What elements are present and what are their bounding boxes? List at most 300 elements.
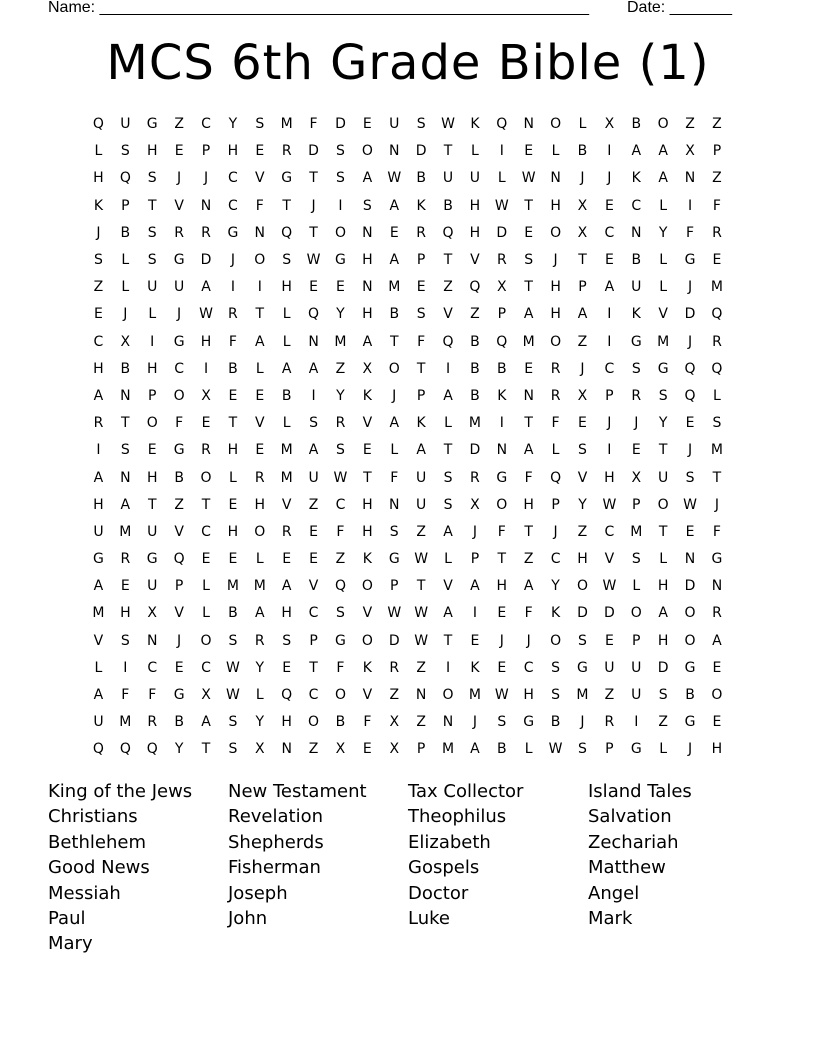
grid-letter: E bbox=[416, 279, 426, 296]
grid-letter: B bbox=[470, 387, 480, 404]
word-list bbox=[48, 779, 768, 957]
grid-letter: H bbox=[120, 605, 131, 622]
grid-letter: E bbox=[712, 714, 722, 731]
word-list-item: Island Tales bbox=[588, 781, 692, 802]
grid-letter: W bbox=[494, 197, 509, 214]
grid-letter: R bbox=[470, 469, 480, 486]
grid-letter: O bbox=[684, 605, 696, 622]
grid-letter: J bbox=[177, 170, 182, 187]
grid-letter: R bbox=[416, 224, 426, 241]
grid-letter: S bbox=[336, 170, 345, 187]
grid-letter: P bbox=[416, 741, 426, 758]
grid-letter: Q bbox=[92, 741, 104, 758]
grid-letter: C bbox=[550, 551, 561, 568]
grid-letter: G bbox=[630, 741, 642, 758]
grid-letter: O bbox=[200, 632, 212, 649]
grid-letter: P bbox=[390, 578, 399, 595]
grid-letter: L bbox=[255, 360, 264, 377]
grid-letter: L bbox=[444, 415, 452, 432]
grid-letter: O bbox=[550, 632, 562, 649]
grid-letter: B bbox=[174, 469, 184, 486]
grid-letter: Z bbox=[470, 306, 480, 323]
grid-letter: T bbox=[309, 659, 318, 676]
grid-letter: O bbox=[442, 687, 454, 704]
grid-letter: L bbox=[578, 116, 587, 133]
grid-letter: L bbox=[524, 741, 533, 758]
grid-letter: D bbox=[684, 578, 696, 595]
grid-letter: Q bbox=[119, 741, 131, 758]
grid-letter: L bbox=[497, 170, 506, 187]
grid-letter: V bbox=[443, 306, 453, 323]
grid-letter: A bbox=[93, 387, 104, 404]
grid-letter: A bbox=[201, 714, 211, 731]
grid-letter: A bbox=[93, 687, 104, 704]
grid-letter: H bbox=[523, 496, 534, 513]
grid-letter: S bbox=[578, 632, 587, 649]
grid-letter: M bbox=[468, 415, 481, 432]
grid-letter: Z bbox=[712, 116, 722, 133]
grid-letter: E bbox=[524, 224, 534, 241]
grid-row bbox=[85, 736, 731, 763]
grid-letter: H bbox=[93, 360, 104, 377]
grid-letter: Z bbox=[712, 170, 722, 187]
grid-letter: H bbox=[227, 143, 239, 160]
grid-letter: O bbox=[200, 469, 212, 486]
grid-letter: A bbox=[443, 387, 453, 404]
grid-letter: H bbox=[657, 632, 669, 649]
word-list-item: Revelation bbox=[228, 806, 324, 828]
grid-letter: P bbox=[416, 252, 426, 269]
grid-letter: Z bbox=[174, 496, 184, 513]
grid-letter: U bbox=[93, 523, 104, 540]
grid-letter: H bbox=[469, 224, 481, 241]
grid-letter: D bbox=[335, 116, 346, 133]
grid-letter: E bbox=[497, 659, 507, 676]
grid-letter: G bbox=[173, 687, 185, 704]
grid-letter: K bbox=[631, 306, 641, 323]
grid-letter: T bbox=[255, 306, 265, 323]
grid-letter: O bbox=[334, 687, 346, 704]
grid-letter: A bbox=[658, 605, 668, 622]
grid-letter: S bbox=[228, 632, 238, 649]
grid-letter: Q bbox=[684, 360, 696, 377]
grid-letter: U bbox=[658, 469, 669, 486]
grid-letter: K bbox=[362, 551, 372, 568]
grid-letter: R bbox=[281, 143, 292, 160]
grid-letter: X bbox=[254, 741, 265, 758]
grid-letter: I bbox=[257, 279, 262, 296]
word-list-item: John bbox=[228, 907, 268, 929]
grid-letter: A bbox=[201, 279, 211, 296]
grid-letter: Z bbox=[416, 659, 426, 676]
grid-letter: A bbox=[362, 333, 373, 350]
grid-letter: S bbox=[336, 143, 345, 160]
grid-letter: G bbox=[496, 469, 508, 486]
grid-letter: D bbox=[496, 224, 508, 241]
grid-letter: K bbox=[416, 415, 426, 432]
grid-letter: B bbox=[174, 714, 184, 731]
grid-letter: C bbox=[201, 523, 211, 540]
grid-letter: U bbox=[469, 170, 481, 187]
grid-letter: E bbox=[255, 442, 265, 459]
grid-letter: Z bbox=[308, 741, 319, 758]
grid-letter: F bbox=[148, 687, 157, 704]
grid-letter: I bbox=[472, 605, 477, 622]
grid-letter: Q bbox=[711, 306, 723, 323]
grid-letter: M bbox=[522, 333, 535, 350]
grid-letter: A bbox=[93, 578, 104, 595]
word-list-item: Doctor bbox=[408, 882, 469, 904]
grid-letter: M bbox=[226, 578, 239, 595]
grid-letter: E bbox=[174, 143, 184, 160]
grid-letter: A bbox=[658, 143, 668, 160]
grid-letter: W bbox=[683, 496, 697, 513]
grid-letter: A bbox=[470, 741, 480, 758]
grid-letter: W bbox=[548, 741, 563, 758]
grid-letter: F bbox=[336, 523, 345, 540]
grid-letter: N bbox=[362, 279, 373, 296]
grid-letter: A bbox=[443, 523, 453, 540]
grid-letter: J bbox=[687, 741, 693, 758]
grid-letter: N bbox=[308, 333, 319, 350]
grid-letter: Y bbox=[551, 578, 560, 595]
grid-letter: C bbox=[335, 496, 346, 513]
grid-letter: T bbox=[443, 143, 453, 160]
grid-letter: S bbox=[524, 252, 534, 269]
grid-letter: H bbox=[281, 714, 292, 731]
grid-letter: C bbox=[228, 170, 238, 187]
grid-letter: A bbox=[577, 306, 588, 323]
grid-letter: B bbox=[497, 741, 507, 758]
grid-letter: D bbox=[657, 659, 669, 676]
grid-letter: W bbox=[414, 632, 429, 649]
grid-letter: Y bbox=[658, 415, 668, 432]
grid-letter: B bbox=[335, 714, 346, 731]
grid-letter: R bbox=[174, 224, 184, 241]
grid-letter: H bbox=[550, 197, 561, 214]
grid-letter: R bbox=[389, 659, 400, 676]
grid-letter: A bbox=[523, 306, 534, 323]
grid-letter: R bbox=[712, 605, 722, 622]
grid-letter: E bbox=[497, 605, 507, 622]
grid-letter: G bbox=[684, 714, 696, 731]
grid-letter: U bbox=[93, 714, 104, 731]
grid-letter: I bbox=[607, 143, 612, 160]
grid-letter: R bbox=[496, 252, 507, 269]
grid-letter: N bbox=[120, 469, 131, 486]
grid-letter: K bbox=[470, 659, 480, 676]
grid-letter: F bbox=[524, 469, 533, 486]
grid-letter: T bbox=[416, 578, 426, 595]
grid-letter: Q bbox=[92, 116, 104, 133]
grid-letter: F bbox=[551, 415, 560, 432]
grid-letter: L bbox=[121, 279, 130, 296]
grid-row bbox=[85, 600, 731, 627]
grid-letter: I bbox=[445, 659, 451, 676]
grid-letter: Y bbox=[336, 306, 345, 323]
grid-letter: L bbox=[255, 551, 264, 568]
word-list-item: Gospels bbox=[408, 857, 480, 879]
grid-letter: H bbox=[550, 279, 561, 296]
grid-letter: Z bbox=[389, 687, 400, 704]
grid-letter: P bbox=[712, 143, 722, 160]
grid-letter: L bbox=[94, 143, 103, 160]
grid-row bbox=[85, 464, 731, 491]
grid-letter: U bbox=[631, 279, 642, 296]
grid-letter: S bbox=[282, 632, 292, 649]
grid-letter: N bbox=[442, 714, 454, 731]
grid-letter: J bbox=[392, 387, 397, 404]
word-list-item: Theophilus bbox=[408, 806, 507, 828]
grid-letter: U bbox=[147, 279, 158, 296]
grid-letter: M bbox=[710, 279, 723, 296]
grid-letter: T bbox=[389, 333, 399, 350]
grid-letter: E bbox=[470, 632, 480, 649]
grid-letter: C bbox=[201, 116, 211, 133]
grid-letter: N bbox=[684, 170, 696, 187]
grid-letter: O bbox=[146, 415, 158, 432]
grid-letter: D bbox=[684, 306, 696, 323]
word-list-item: New Testament bbox=[228, 781, 367, 802]
grid-letter: T bbox=[201, 496, 211, 513]
grid-letter: S bbox=[309, 415, 319, 432]
grid-letter: S bbox=[389, 523, 399, 540]
grid-letter: L bbox=[659, 197, 668, 214]
grid-letter: B bbox=[470, 333, 480, 350]
grid-letter: T bbox=[443, 632, 453, 649]
grid-letter: U bbox=[604, 659, 615, 676]
grid-letter: P bbox=[632, 632, 641, 649]
grid-letter: B bbox=[443, 197, 453, 214]
grid-letter: C bbox=[201, 659, 211, 676]
grid-row bbox=[85, 301, 731, 328]
word-list-item: Christians bbox=[48, 806, 138, 828]
grid-letter: L bbox=[121, 252, 130, 269]
grid-letter: A bbox=[120, 496, 131, 513]
grid-letter: H bbox=[227, 442, 239, 459]
grid-letter: N bbox=[711, 578, 723, 595]
grid-letter: B bbox=[389, 306, 400, 323]
grid-letter: K bbox=[416, 197, 426, 214]
grid-letter: O bbox=[550, 333, 562, 350]
grid-letter: E bbox=[389, 224, 399, 241]
grid-letter: O bbox=[254, 252, 266, 269]
grid-letter: T bbox=[147, 496, 157, 513]
grid-letter: F bbox=[121, 687, 130, 704]
grid-letter: E bbox=[712, 659, 722, 676]
grid-letter: C bbox=[228, 197, 238, 214]
grid-letter: S bbox=[336, 605, 345, 622]
grid-letter: P bbox=[470, 551, 480, 568]
grid-letter: G bbox=[684, 252, 696, 269]
grid-letter: O bbox=[711, 687, 723, 704]
grid-letter: H bbox=[523, 687, 534, 704]
grid-letter: S bbox=[120, 632, 130, 649]
grid-letter: L bbox=[390, 442, 399, 459]
grid-letter: P bbox=[174, 578, 184, 595]
grid-row bbox=[85, 274, 731, 301]
grid-letter: E bbox=[524, 360, 534, 377]
grid-letter: R bbox=[281, 523, 292, 540]
grid-letter: H bbox=[362, 306, 373, 323]
grid-letter: I bbox=[607, 333, 612, 350]
grid-letter: X bbox=[470, 496, 480, 513]
grid-letter: Z bbox=[335, 551, 346, 568]
grid-letter: V bbox=[281, 496, 292, 513]
grid-letter: A bbox=[308, 442, 319, 459]
grid-letter: M bbox=[92, 605, 105, 622]
grid-letter: T bbox=[363, 469, 372, 486]
grid-letter: R bbox=[93, 415, 104, 432]
grid-letter: A bbox=[362, 170, 373, 187]
grid-letter: H bbox=[550, 306, 561, 323]
grid-letter: M bbox=[468, 687, 481, 704]
grid-row bbox=[85, 492, 731, 519]
grid-letter: M bbox=[657, 333, 670, 350]
grid-letter: L bbox=[228, 469, 237, 486]
grid-letter: H bbox=[469, 197, 481, 214]
grid-letter: T bbox=[228, 415, 238, 432]
grid-letter: W bbox=[602, 578, 617, 595]
grid-letter: U bbox=[416, 469, 427, 486]
grid-letter: A bbox=[470, 578, 480, 595]
grid-letter: P bbox=[605, 741, 614, 758]
grid-letter: C bbox=[523, 659, 534, 676]
grid-letter: O bbox=[496, 496, 508, 513]
page-title: MCS 6th Grade Bible (1) bbox=[106, 35, 710, 91]
grid-letter: J bbox=[607, 415, 612, 432]
grid-letter: V bbox=[362, 687, 373, 704]
grid-letter: H bbox=[604, 469, 615, 486]
grid-letter: J bbox=[123, 306, 128, 323]
grid-letter: U bbox=[120, 116, 131, 133]
grid-letter: P bbox=[121, 197, 130, 214]
grid-letter: A bbox=[281, 360, 292, 377]
grid-letter: S bbox=[631, 360, 641, 377]
grid-letter: O bbox=[173, 387, 185, 404]
grid-letter: H bbox=[93, 170, 104, 187]
grid-letter: J bbox=[553, 523, 558, 540]
word-list-item: Mark bbox=[588, 907, 633, 929]
grid-letter: N bbox=[281, 741, 292, 758]
grid-letter: J bbox=[553, 252, 558, 269]
grid-letter: O bbox=[550, 116, 562, 133]
grid-letter: X bbox=[577, 197, 588, 214]
grid-letter: N bbox=[496, 442, 508, 459]
grid-letter: J bbox=[177, 306, 182, 323]
grid-letter: G bbox=[630, 333, 642, 350]
grid-letter: P bbox=[605, 387, 614, 404]
grid-letter: E bbox=[120, 578, 130, 595]
grid-letter: T bbox=[443, 252, 453, 269]
grid-letter: C bbox=[147, 659, 158, 676]
grid-letter: H bbox=[577, 551, 588, 568]
grid-letter: Y bbox=[174, 741, 184, 758]
grid-letter: K bbox=[631, 170, 641, 187]
grid-letter: Q bbox=[146, 741, 158, 758]
grid-letter: R bbox=[550, 360, 561, 377]
grid-letter: J bbox=[714, 496, 719, 513]
grid-letter: X bbox=[389, 714, 400, 731]
grid-letter: N bbox=[389, 496, 400, 513]
grid-letter: O bbox=[361, 632, 373, 649]
grid-letter: R bbox=[120, 551, 131, 568]
grid-letter: B bbox=[497, 360, 507, 377]
grid-letter: N bbox=[146, 632, 158, 649]
grid-letter: H bbox=[362, 496, 373, 513]
grid-letter: J bbox=[177, 632, 182, 649]
grid-letter: W bbox=[225, 687, 240, 704]
grid-letter: F bbox=[363, 714, 372, 731]
grid-letter: V bbox=[93, 632, 104, 649]
grid-letter: D bbox=[308, 143, 319, 160]
grid-letter: Q bbox=[281, 687, 293, 704]
grid-letter: L bbox=[659, 252, 668, 269]
grid-letter: B bbox=[120, 224, 131, 241]
grid-letter: D bbox=[603, 605, 615, 622]
grid-letter: J bbox=[526, 632, 531, 649]
grid-letter: M bbox=[710, 442, 723, 459]
grid-letter: T bbox=[524, 279, 533, 296]
grid-letter: P bbox=[497, 306, 507, 323]
grid-letter: M bbox=[280, 469, 293, 486]
grid-letter: G bbox=[577, 659, 588, 676]
date-field-label: Date: _______ bbox=[627, 0, 732, 16]
grid-letter: R bbox=[631, 387, 642, 404]
word-list-item: King of the Jews bbox=[48, 781, 193, 802]
word-list-item: Bethlehem bbox=[48, 831, 146, 853]
grid-letter: E bbox=[336, 279, 345, 296]
grid-letter: P bbox=[632, 496, 641, 513]
grid-letter: Q bbox=[119, 170, 131, 187]
grid-letter: A bbox=[255, 333, 265, 350]
grid-letter: Q bbox=[308, 306, 320, 323]
grid-letter: Z bbox=[443, 279, 453, 296]
grid-letter: B bbox=[281, 387, 292, 404]
grid-letter: S bbox=[578, 442, 587, 459]
grid-letter: H bbox=[281, 279, 292, 296]
grid-letter: H bbox=[200, 333, 212, 350]
grid-letter: F bbox=[686, 224, 695, 241]
grid-letter: V bbox=[362, 415, 373, 432]
grid-letter: A bbox=[443, 605, 453, 622]
grid-letter: V bbox=[174, 523, 184, 540]
grid-letter: H bbox=[146, 469, 158, 486]
grid-letter: E bbox=[712, 252, 722, 269]
grid-letter: S bbox=[685, 469, 695, 486]
grid-letter: L bbox=[282, 306, 291, 323]
grid-letter: S bbox=[443, 469, 453, 486]
grid-letter: I bbox=[123, 659, 128, 676]
grid-letter: V bbox=[604, 551, 615, 568]
grid-letter: Z bbox=[416, 714, 426, 731]
grid-letter: S bbox=[443, 496, 453, 513]
grid-letter: S bbox=[578, 741, 587, 758]
grid-letter: A bbox=[631, 143, 642, 160]
grid-letter: T bbox=[201, 741, 211, 758]
grid-letter: E bbox=[685, 415, 695, 432]
grid-letter: M bbox=[280, 116, 293, 133]
grid-letter: O bbox=[630, 605, 642, 622]
grid-letter: I bbox=[499, 143, 504, 160]
grid-letter: Q bbox=[496, 333, 508, 350]
grid-letter: T bbox=[658, 523, 668, 540]
grid-letter: I bbox=[150, 333, 155, 350]
grid-letter: M bbox=[576, 687, 589, 704]
grid-letter: M bbox=[388, 279, 401, 296]
grid-letter: S bbox=[282, 252, 292, 269]
grid-letter: Z bbox=[416, 523, 426, 540]
